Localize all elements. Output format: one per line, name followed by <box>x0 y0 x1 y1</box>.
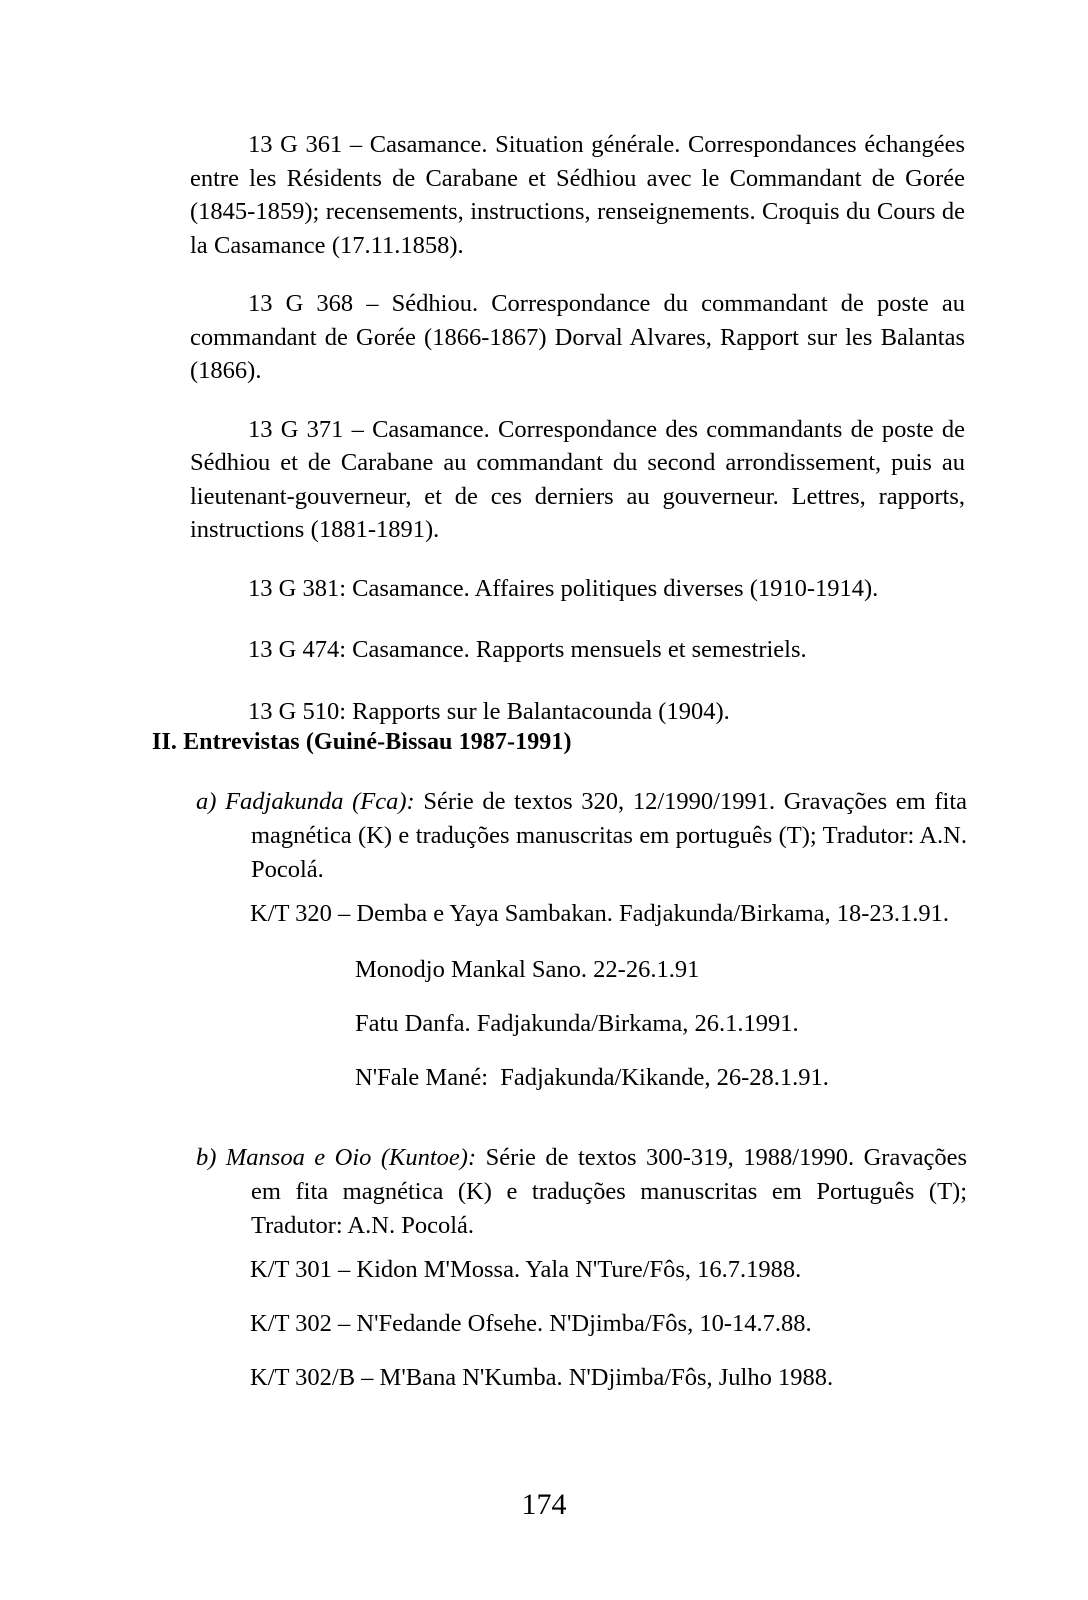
section-heading: II. Entrevistas (Guiné-Bissau 1987-1991) <box>152 729 572 755</box>
interview-entry: K/T 301 – Kidon M'Mossa. Yala N'Ture/Fôs, 16.7.1988. <box>250 1256 802 1283</box>
subsection-a-title: Fadjakunda (Fca): <box>225 788 415 815</box>
reference-entry: 13 G 474: Casamance. Rapports mensuels et semestriels. <box>248 636 807 663</box>
page-number: 174 <box>521 1488 567 1521</box>
interview-entry: Monodjo Mankal Sano. 22-26.1.91 <box>355 956 700 983</box>
interview-entry: K/T 302/B – M'Bana N'Kumba. N'Djimba/Fôs, Julho 1988. <box>250 1364 834 1391</box>
archive-reference-block <box>190 128 965 756</box>
reference-entry: 13 G 510: Rapports sur le Balantacounda (1904). <box>248 697 730 725</box>
interview-entry: Fatu Danfa. Fadjakunda/Birkama, 26.1.1991. <box>355 1010 799 1037</box>
subsection-b <box>196 1141 967 1243</box>
subsection-b-title: Mansoa e Oio (Kuntoe): <box>225 1144 477 1171</box>
subsection-a-description: Série de textos 320, 12/1990/1991. Gravações em fita magnética (K) e traduções manuscritas em português (T); Tradutor: A.N. Pocolá. <box>251 788 968 883</box>
interview-entry: N'Fale Mané: Fadjakunda/Kikande, 26-28.1.91. <box>355 1064 829 1091</box>
subsection-a <box>196 785 967 887</box>
reference-paragraph: 13 G 371 – Casamance. Correspondance des commandants de poste de Sédhiou et de Carabane au commandant du second arrondissement, puis au lieutenant-gouverneur, et de ces derniers au gouverneur. Lettres, rapports, instructions (1881-1891). <box>190 415 965 543</box>
subsection-b-description: Série de textos 300-319, 1988/1990. Gravações em fita magnética (K) e traduções manuscritas em Português (T); Tradutor: A.N. Pocolá. <box>251 1144 967 1239</box>
subsection-a-text <box>196 785 967 887</box>
reference-entry: 13 G 381: Casamance. Affaires politiques diverses (1910-1914). <box>248 574 879 602</box>
interview-entry: K/T 320 – Demba e Yaya Sambakan. Fadjakunda/Birkama, 18-23.1.91. <box>250 900 950 927</box>
reference-paragraph: 13 G 361 – Casamance. Situation générale. Correspondances échangées entre les Résidents de Carabane et Sédhiou avec le Commandant de Gorée (1845-1859); recensements, instructions, renseignements. Croquis du Cours de la Casamance (17.11.1858). <box>190 131 965 259</box>
subsection-b-text <box>196 1141 967 1243</box>
reference-paragraph: 13 G 368 – Sédhiou. Correspondance du commandant de poste au commandant de Gorée (1866-1867) Dorval Alvares, Rapport sur les Balantas (1866). <box>190 290 965 384</box>
interview-entry: K/T 302 – N'Fedande Ofsehe. N'Djimba/Fôs, 10-14.7.88. <box>250 1310 812 1337</box>
subsection-b-label: b) <box>196 1144 217 1171</box>
subsection-a-label: a) <box>196 788 217 815</box>
